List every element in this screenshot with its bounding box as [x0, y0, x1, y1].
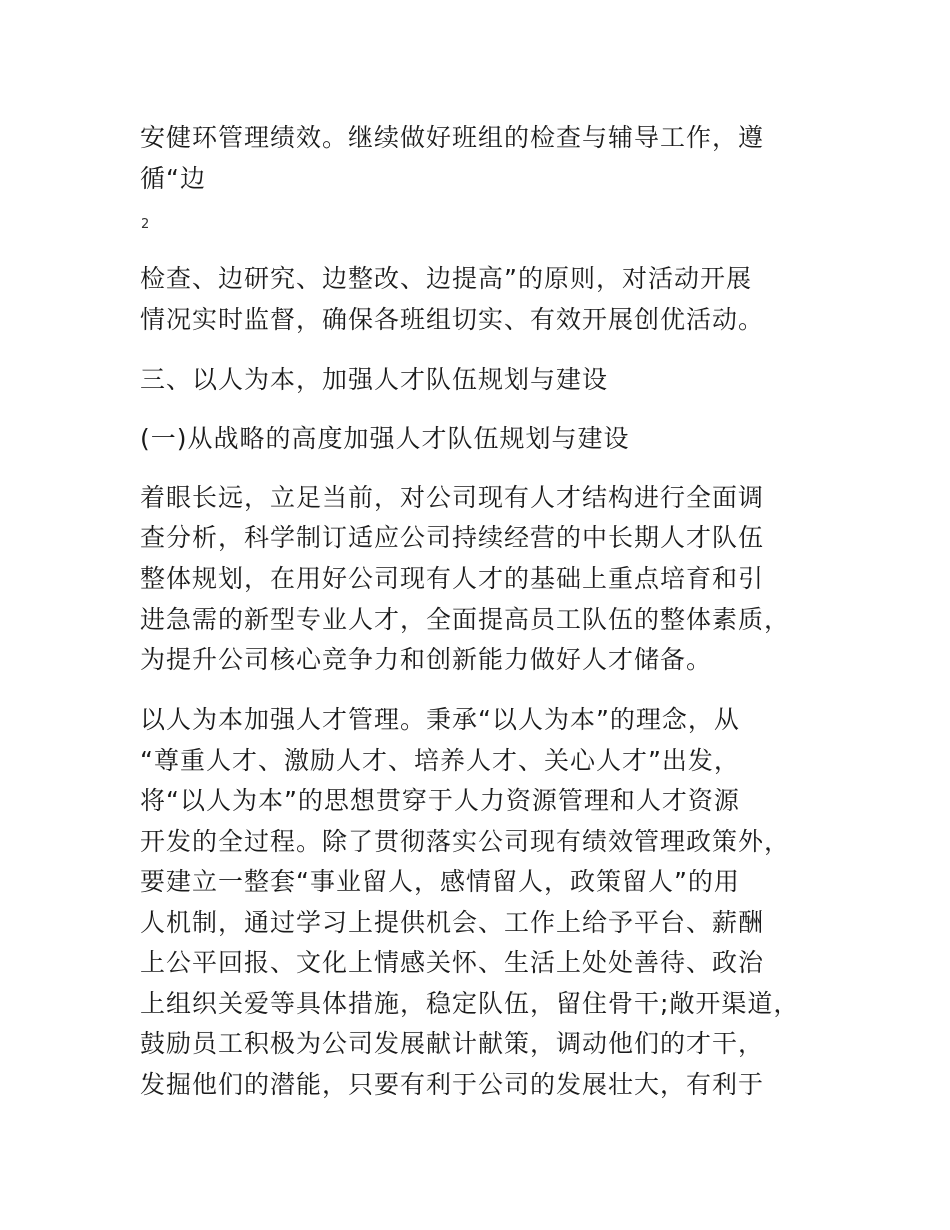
- paragraph-6-line-8: 上组织关爱等具体措施，稳定队伍，留住骨干;敞开渠道，: [140, 989, 800, 1018]
- paragraph-2-line-1: 检查、边研究、边整改、边提高”的原则，对活动开展: [140, 264, 752, 293]
- paragraph-1-line-1: 安健环管理绩效。继续做好班组的检查与辅导工作，遵: [140, 123, 765, 152]
- paragraph-6-line-6: 人机制，通过学习上提供机会、工作上给予平台、薪酬: [140, 908, 765, 937]
- paragraph-5-line-5: 为提升公司核心竞争力和创新能力做好人才储备。: [140, 645, 713, 674]
- paragraph-6-line-2: “尊重人才、激励人才、培养人才、关心人才”出发，: [140, 746, 740, 775]
- page-number: 2: [141, 217, 150, 232]
- paragraph-2-line-2: 情况实时监督，确保各班组切实、有效开展创优活动。: [140, 305, 765, 334]
- paragraph-6-line-3: 将“以人为本”的思想贯穿于人力资源管理和人才资源: [140, 786, 740, 815]
- paragraph-6-line-4: 开发的全过程。除了贯彻落实公司现有绩效管理政策外，: [140, 827, 791, 856]
- paragraph-5-line-2: 查分析，科学制订适应公司持续经营的中长期人才队伍: [140, 523, 765, 552]
- paragraph-5-line-3: 整体规划，在用好公司现有人才的基础上重点培育和引: [140, 564, 765, 593]
- paragraph-1-line-2: 循“边: [140, 164, 206, 193]
- paragraph-6-line-7: 上公平回报、文化上情感关怀、生活上处处善待、政治: [140, 948, 765, 977]
- paragraph-6-line-10: 发掘他们的潜能，只要有利于公司的发展壮大，有利于: [140, 1070, 765, 1099]
- paragraph-6-line-5: 要建立一整套“事业留人，感情留人，政策留人”的用: [140, 867, 740, 896]
- subsection-heading: (一)从战略的高度加强人才队伍规划与建设: [140, 424, 630, 453]
- paragraph-5-line-1: 着眼长远，立足当前，对公司现有人才结构进行全面调: [140, 483, 765, 512]
- paragraph-5-line-4: 进急需的新型专业人才，全面提高员工队伍的整体素质，: [140, 605, 791, 634]
- paragraph-6-line-1: 以人为本加强人才管理。秉承“以人为本”的理念，从: [140, 705, 740, 734]
- paragraph-6-line-9: 鼓励员工积极为公司发展献计献策，调动他们的才干，: [140, 1029, 765, 1058]
- section-heading: 三、以人为本，加强人才队伍规划与建设: [140, 365, 609, 394]
